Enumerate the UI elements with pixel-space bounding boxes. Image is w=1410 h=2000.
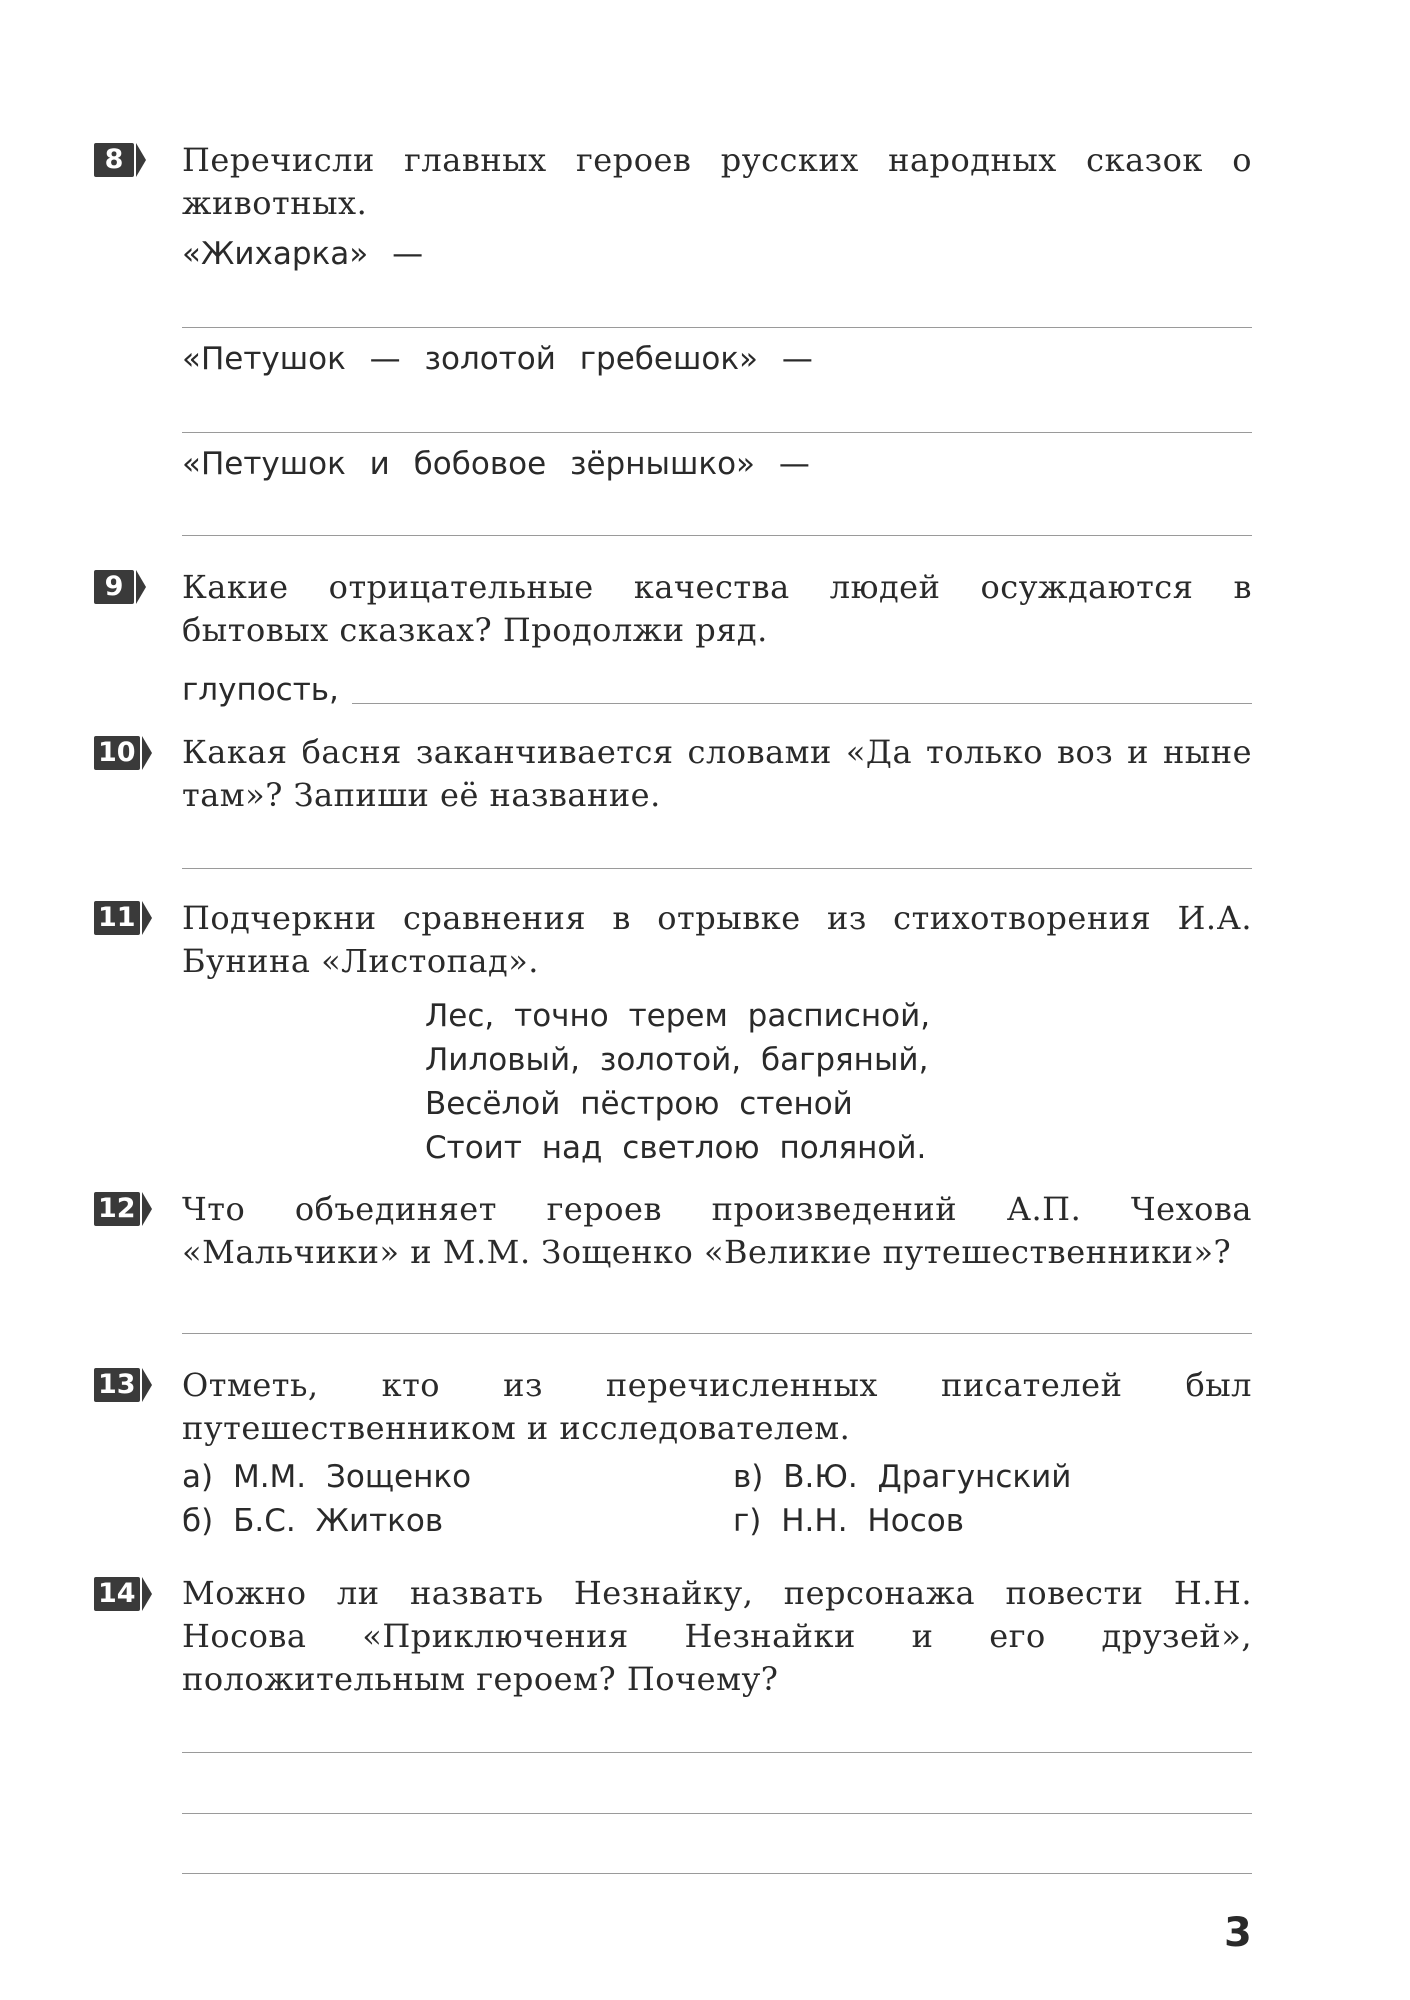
question-9-badge — [94, 570, 146, 604]
poem-line[interactable]: Весёлой пёстрою стеной — [425, 1086, 853, 1122]
question-number: 10 — [94, 736, 140, 770]
arrow-marker-icon — [142, 1577, 152, 1611]
answer-line[interactable] — [182, 1873, 1252, 1874]
question-14-text: Можно ли назвать Незнайку, персонажа повести Н.Н. Носова «Приключения Незнайки и его друзей», положительным героем? Почему? — [182, 1574, 1252, 1698]
option-letter: б) — [182, 1503, 214, 1539]
answer-line[interactable] — [182, 1333, 1252, 1334]
question-number: 11 — [94, 901, 140, 935]
arrow-marker-icon — [142, 901, 152, 935]
q9-prompt: глупость, — [182, 672, 339, 708]
question-8-text: Перечисли главных героев русских народных сказок о животных. — [182, 141, 1252, 222]
poem-line[interactable]: Лес, точно терем расписной, — [425, 998, 931, 1034]
option-name: Б.С. Житков — [233, 1503, 444, 1539]
question-number: 12 — [94, 1192, 140, 1226]
arrow-marker-icon — [136, 570, 146, 604]
question-number: 14 — [94, 1577, 140, 1611]
poem-excerpt — [425, 994, 930, 1170]
answer-line[interactable] — [352, 703, 1252, 704]
option-d[interactable] — [733, 1499, 964, 1543]
page-number: 3 — [1224, 1910, 1252, 1956]
question-number: 8 — [94, 143, 134, 177]
answer-line[interactable] — [182, 535, 1252, 536]
question-13-text: Отметь, кто из перечисленных писателей был путешественником и исследователем. — [182, 1366, 1252, 1447]
option-c[interactable] — [733, 1455, 1071, 1499]
answer-line[interactable] — [182, 1813, 1252, 1814]
question-12-text: Что объединяет героев произведений А.П. Чехова «Мальчики» и М.М. Зощенко «Великие путешественники»? — [182, 1190, 1252, 1271]
question-number: 13 — [94, 1368, 140, 1402]
arrow-marker-icon — [136, 143, 146, 177]
arrow-marker-icon — [142, 1368, 152, 1402]
option-name: Н.Н. Носов — [781, 1503, 964, 1539]
arrow-marker-icon — [142, 736, 152, 770]
question-11-text: Подчеркни сравнения в отрывке из стихотворения И.А. Бунина «Листопад». — [182, 899, 1252, 980]
question-9-text: Какие отрицательные качества людей осуждаются в бытовых сказках? Продолжи ряд. — [182, 568, 1252, 649]
option-letter: г) — [733, 1503, 762, 1539]
question-13-badge — [94, 1368, 152, 1402]
q8-item-1: «Жихарка» — — [182, 236, 424, 272]
question-10-text: Какая басня заканчивается словами «Да только воз и ныне там»? Запиши её название. — [182, 733, 1252, 814]
question-number: 9 — [94, 570, 134, 604]
answer-line[interactable] — [182, 327, 1252, 328]
answer-line[interactable] — [182, 1752, 1252, 1753]
q8-item-3: «Петушок и бобовое зёрнышко» — — [182, 446, 810, 482]
question-11-badge — [94, 901, 152, 935]
option-a[interactable] — [182, 1455, 471, 1499]
option-name: В.Ю. Драгунский — [783, 1459, 1072, 1495]
answer-line[interactable] — [182, 432, 1252, 433]
option-name: М.М. Зощенко — [232, 1459, 472, 1495]
question-10-badge — [94, 736, 152, 770]
question-8-badge — [94, 143, 146, 177]
option-letter: в) — [733, 1459, 764, 1495]
arrow-marker-icon — [142, 1192, 152, 1226]
option-letter: а) — [182, 1459, 214, 1495]
question-12-badge — [94, 1192, 152, 1226]
answer-line[interactable] — [182, 868, 1252, 869]
poem-line[interactable]: Лиловый, золотой, багряный, — [425, 1042, 929, 1078]
q8-item-2: «Петушок — золотой гребешок» — — [182, 341, 813, 377]
question-14-badge — [94, 1577, 152, 1611]
option-b[interactable] — [182, 1499, 443, 1543]
poem-line[interactable]: Стоит над светлою поляной. — [425, 1130, 927, 1166]
